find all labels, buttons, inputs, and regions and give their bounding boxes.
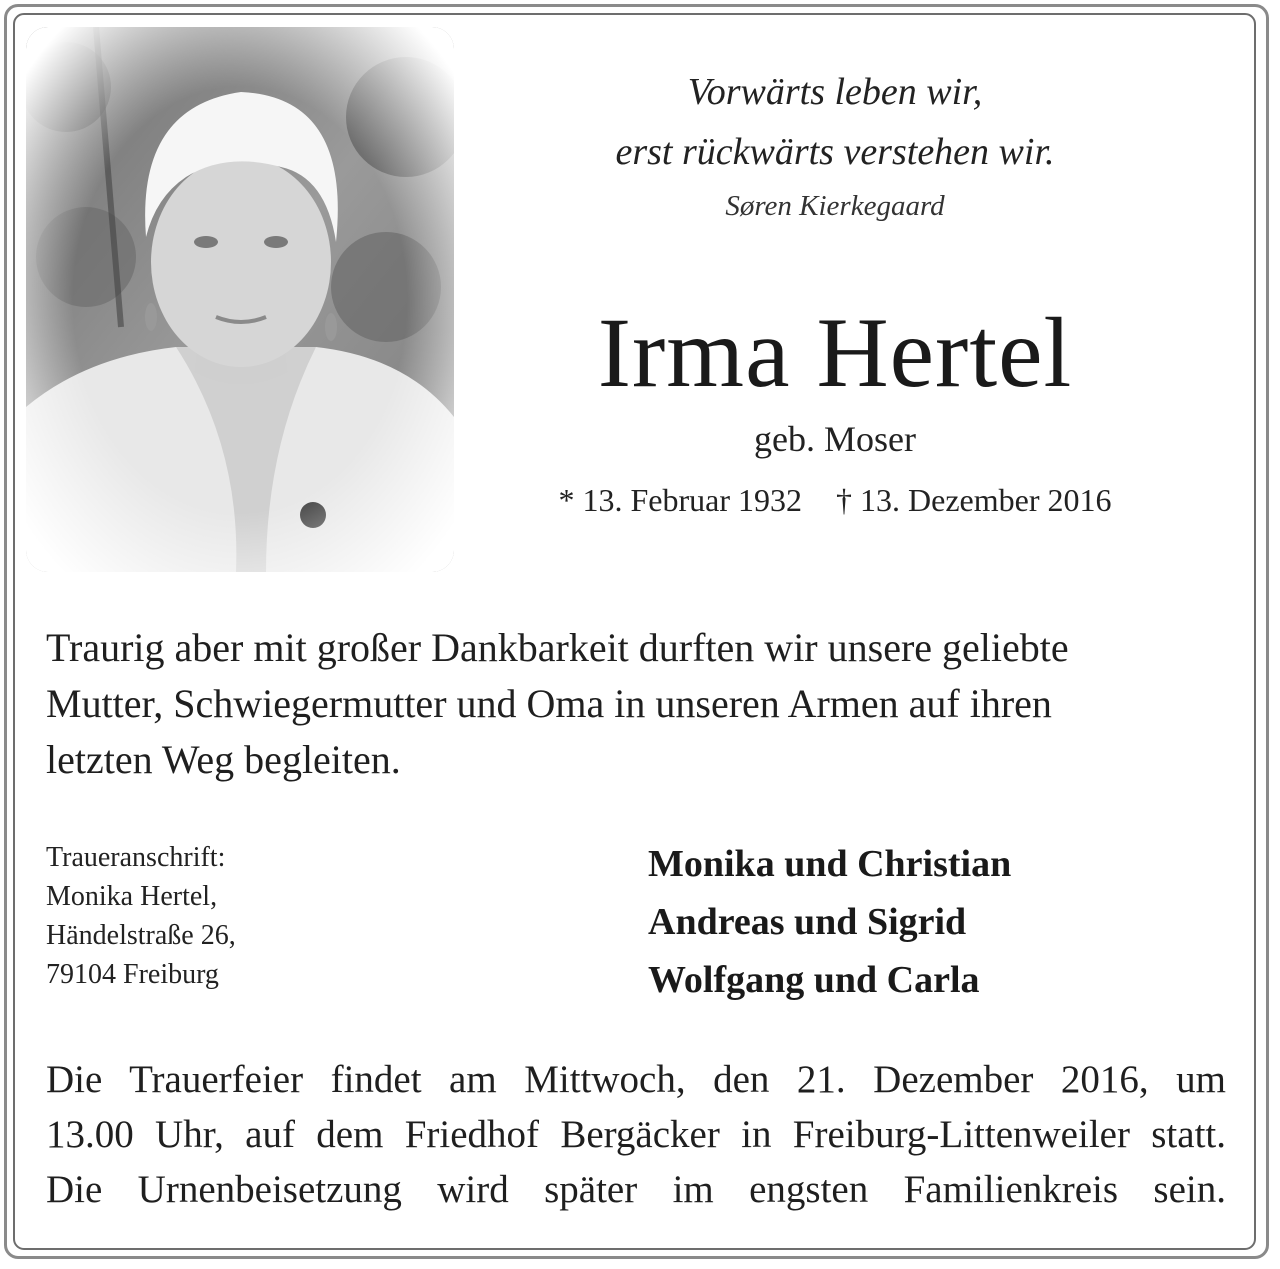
announcement-line: Mutter, Schwiegermutter und Oma in unseren Armen auf ihren [46, 681, 1052, 726]
birth-name: geb. Moser [754, 419, 916, 459]
quote-author: Søren Kierkegaard [725, 190, 945, 222]
family-member: Wolfgang und Carla [648, 959, 980, 1001]
address-label: Traueranschrift: [46, 842, 226, 873]
announcement-line: letzten Weg begleiten. [46, 737, 401, 782]
birth-date: * 13. Februar 1932 [558, 482, 803, 518]
deceased-name: Irma Hertel [597, 297, 1073, 408]
ceremony-line: Die Urnenbeisetzung wird später im engsten Familienkreis sein. [46, 1168, 1226, 1211]
life-dates [470, 482, 1200, 519]
ceremony-line: 13.00 Uhr, auf dem Friedhof Bergäcker in Freiburg-Littenweiler statt. [46, 1113, 1226, 1156]
family-member: Monika und Christian [648, 843, 1012, 885]
quote-line-2: erst rückwärts verstehen wir. [615, 131, 1055, 173]
address-city: 79104 Freiburg [46, 959, 219, 990]
quote-line-1: Vorwärts leben wir, [687, 71, 983, 113]
address-name: Monika Hertel, [46, 881, 218, 912]
portrait-illustration [26, 27, 454, 572]
address-street: Händelstraße 26, [46, 920, 236, 951]
family-member: Andreas und Sigrid [648, 901, 967, 943]
ceremony-text [46, 1052, 1226, 1217]
ceremony-line: Die Trauerfeier findet am Mittwoch, den 21. Dezember 2016, um [46, 1058, 1226, 1101]
family-signatures [648, 835, 1011, 1009]
mourning-address [46, 838, 236, 994]
death-date: † 13. Dezember 2016 [836, 482, 1112, 518]
announcement-line: Traurig aber mit großer Dankbarkeit durften wir unsere geliebte [46, 625, 1069, 670]
portrait-photo [26, 27, 454, 572]
announcement-text [46, 620, 1226, 788]
